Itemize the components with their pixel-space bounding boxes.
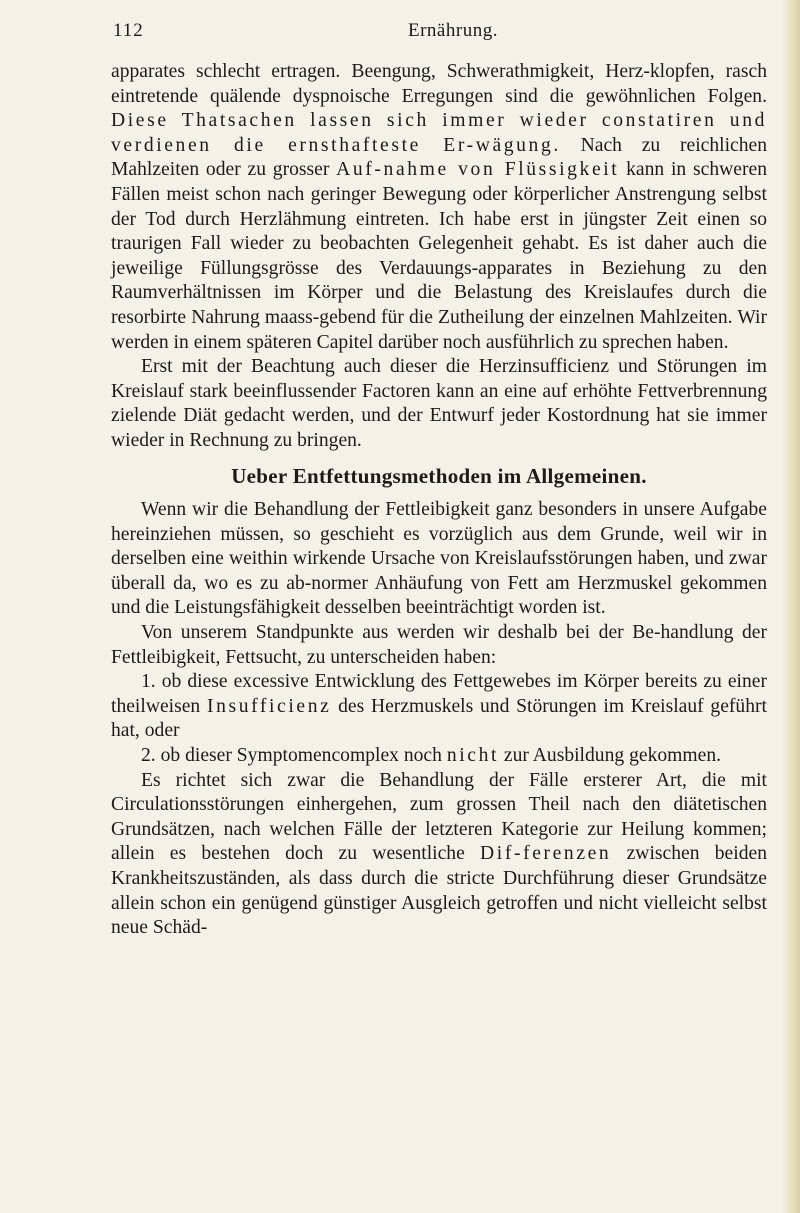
list-item-1: 1. ob diese excessive Entwicklung des Fettgewebes im Körper bereits zu einer theilweisen Insufficienz des Herzmuskels und Störungen im Kreislauf geführt hat, oder: [111, 671, 767, 742]
paragraph-5: Es richtet sich zwar die Behandlung der Fälle ersterer Art, die mit Circulationsstörungen einhergehen, zum grossen Theil nach den diätetischen Grundsätzen, nach welchen Fälle der letzteren Kategorie zur Heilung kommen; allein es bestehen doch zu wesentliche Dif-ferenzen zwischen beiden Krankheitszuständen, als dass durch die stricte Durchführung dieser Grundsätze allein schon ein genügend günstiger Ausgleich getroffen und nicht vielleicht selbst neue Schäd-: [111, 769, 767, 939]
paragraph-4: Von unserem Standpunkte aus werden wir deshalb bei der Be-handlung der Fettleibigkeit, Fettsucht, zu unterscheiden haben:: [111, 622, 767, 668]
page-number: 112: [113, 20, 144, 41]
list-item-2: 2. ob dieser Symptomencomplex noch nicht zur Ausbildung gekommen.: [141, 745, 722, 767]
spaced-emphasis: Dif-ferenzen: [480, 843, 612, 865]
paragraph-3: Wenn wir die Behandlung der Fettleibigkeit ganz besonders in unsere Aufgabe hereinziehen müssen, so geschieht es vorzüglich aus dem Grunde, weil wir in derselben eine weithin wirkende Ursache von Kreislaufsstörungen haben, und zwar überall da, wo es zu ab-normer Anhäufung von Fett am Herzmuskel gekommen und die Leistungsfähigkeit desselben beeinträchtigt worden ist.: [111, 499, 767, 619]
paragraph-2: Erst mit der Beachtung auch dieser die Herzinsufficienz und Störungen im Kreislauf stark beeinflussender Factoren kann an eine auf erhöhte Fettverbrennung zielende Diät gedacht werden, und der Entwurf jeder Kostordnung hat sie immer wieder in Rechnung zu bringen.: [111, 356, 767, 451]
running-head: [0, 14, 800, 44]
page-edge: [782, 0, 800, 1213]
spaced-emphasis: Auf-nahme von Flüssigkeit: [336, 159, 620, 181]
spaced-emphasis: nicht: [446, 745, 500, 767]
spaced-emphasis: Diese Thatsachen lassen sich immer wieder constatiren und verdienen die ernsthafteste Er-wägung.: [111, 110, 767, 156]
running-title: Ernährung.: [408, 20, 498, 41]
paragraph-1: apparates schlecht ertragen. Beengung, Schwerathmigkeit, Herz-klopfen, rasch eintretende quälende dyspnoische Erregungen sind die gewöhnlichen Folgen. Diese Thatsachen lassen sich immer wieder constatiren und verdienen die ernsthafteste Er-wägung. Nach zu reichlichen Mahlzeiten oder zu grosser Auf-nahme von Flüssigkeit kann in schweren Fällen meist schon nach geringer Bewegung oder körperlicher Anstrengung selbst der Tod durch Herzlähmung eintreten. Ich habe erst in jüngster Zeit einen so traurigen Fall wieder zu beobachten Gelegenheit gehabt. Es ist daher auch die jeweilige Füllungsgrösse des Verdauungs-apparates in Beziehung zu den Raumverhältnissen im Körper und die Belastung des Kreislaufes durch die resorbirte Nahrung maass-gebend für die Zutheilung der einzelnen Mahlzeiten. Wir werden in einem späteren Capitel darüber noch ausführlich zu sprechen haben.: [111, 61, 767, 353]
section-heading: Ueber Entfettungsmethoden im Allgemeinen.: [231, 463, 647, 488]
body-text: [111, 60, 767, 941]
spaced-emphasis: Insufficienz: [206, 695, 332, 717]
